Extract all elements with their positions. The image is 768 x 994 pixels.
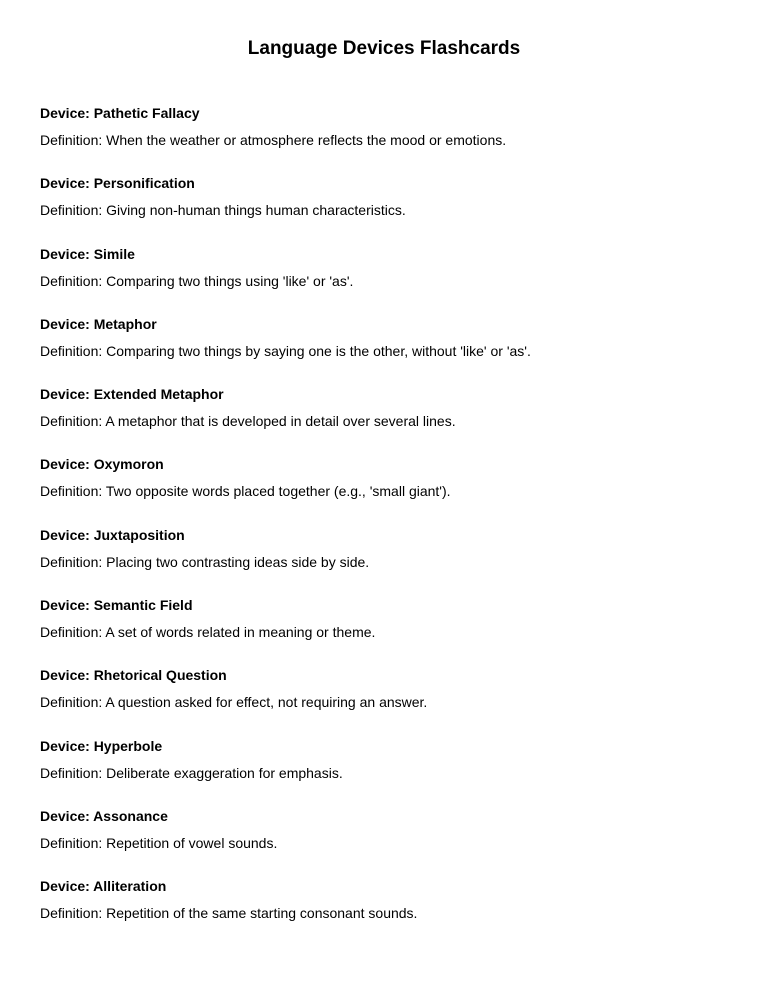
device-name: Device: Hyperbole <box>40 737 163 754</box>
flashcard <box>40 104 740 174</box>
device-name: Device: Rhetorical Question <box>40 667 227 684</box>
flashcard <box>40 455 740 525</box>
device-name: Device: Personification <box>40 175 195 192</box>
device-name: Device: Pathetic Fallacy <box>40 105 200 121</box>
device-name: Device: Oxymoron <box>40 456 164 473</box>
device-definition: Definition: Placing two contrasting ideas side by side. <box>40 553 370 570</box>
device-name: Device: Semantic Field <box>40 597 193 614</box>
flashcard <box>40 737 740 807</box>
device-name: Device: Metaphor <box>40 315 157 332</box>
device-definition: Definition: Two opposite words placed together (e.g., 'small giant'). <box>40 483 451 500</box>
device-definition: Definition: Comparing two things using 'like' or 'as'. <box>40 272 354 289</box>
device-definition: Definition: A metaphor that is developed in detail over several lines. <box>40 413 456 430</box>
flashcard <box>40 315 740 385</box>
device-definition: Definition: Deliberate exaggeration for emphasis. <box>40 764 343 781</box>
flashcard <box>40 666 740 736</box>
device-name: Device: Extended Metaphor <box>40 386 224 403</box>
device-name: Device: Assonance <box>40 807 168 824</box>
device-definition: Definition: When the weather or atmosphere reflects the mood or emotions. <box>40 132 507 148</box>
flashcard <box>40 526 740 596</box>
flashcard <box>40 877 740 947</box>
device-definition: Definition: A question asked for effect, not requiring an answer. <box>40 694 428 711</box>
device-definition: Definition: Giving non-human things human characteristics. <box>40 202 406 219</box>
flashcard <box>40 174 740 244</box>
flashcard <box>40 385 740 455</box>
device-name: Device: Juxtaposition <box>40 526 185 543</box>
device-name: Device: Simile <box>40 245 135 262</box>
device-definition: Definition: Repetition of the same starting consonant sounds. <box>40 905 418 922</box>
device-definition: Definition: A set of words related in meaning or theme. <box>40 624 376 641</box>
device-definition: Definition: Comparing two things by saying one is the other, without 'like' or 'as'. <box>40 342 531 359</box>
flashcard <box>40 596 740 666</box>
page-title: Language Devices Flashcards <box>247 38 521 59</box>
flashcard-list <box>40 104 740 948</box>
flashcard <box>40 807 740 877</box>
device-name: Device: Alliteration <box>40 878 167 895</box>
device-definition: Definition: Repetition of vowel sounds. <box>40 834 278 851</box>
flashcard <box>40 245 740 315</box>
